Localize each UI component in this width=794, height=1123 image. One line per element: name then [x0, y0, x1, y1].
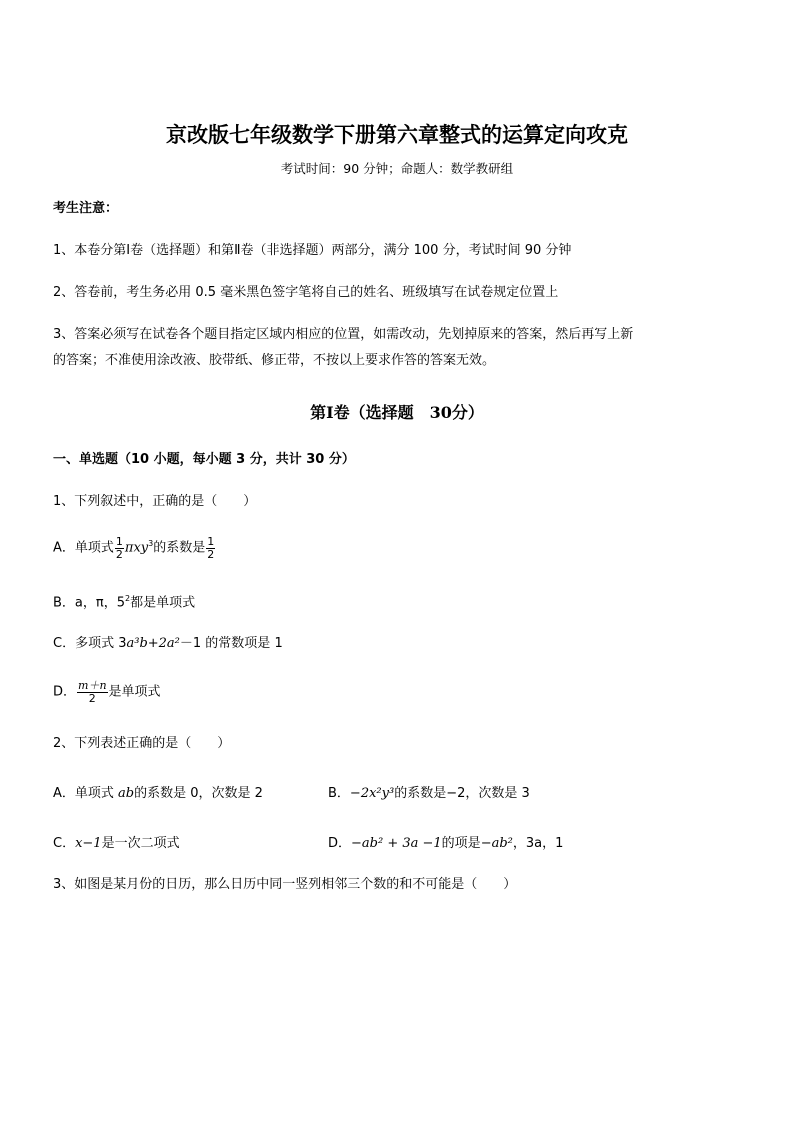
- option-a-tail: 的系数是 0，次数是 2: [134, 786, 263, 801]
- math-binomial: x−1: [75, 836, 102, 851]
- question-3-stem: 3、如图是某月份的日历，那么日历中同一竖列相邻三个数的和不可能是（ ）: [53, 877, 517, 892]
- option-c-prefix: C．多项式 3: [53, 636, 127, 651]
- question-2-stem: 2、下列表述正确的是（ ）: [53, 736, 231, 751]
- option-b-tail: 的系数是−2，次数是 3: [394, 786, 530, 801]
- option-b-tail: 都是单项式: [130, 595, 196, 611]
- page-title: 京改版七年级数学下册第六章整式的运算定向攻克: [166, 122, 628, 147]
- math-monomial: πxy: [124, 540, 149, 556]
- fraction-denominator: 2: [115, 547, 123, 561]
- math-term: −ab²: [480, 836, 513, 851]
- option-d-prefix: D．: [53, 684, 77, 700]
- math-polynomial: −ab² + 3a −1: [351, 836, 442, 851]
- exam-info: 考试时间：90 分钟；命题人：数学教研组: [280, 161, 514, 176]
- question-1-option-a: [53, 536, 216, 560]
- option-b-prefix: B．: [328, 786, 350, 801]
- fraction-expression: [77, 680, 108, 704]
- option-a-text: A．单项式: [53, 786, 114, 801]
- fraction-answer: [206, 536, 215, 560]
- option-d-tail: ，3a，1: [512, 836, 564, 851]
- section-title: 第Ⅰ卷（选择题 30分）: [310, 403, 484, 422]
- math-polynomial: a³b+2a²: [126, 636, 180, 651]
- option-d-tail: 是单项式: [108, 684, 161, 700]
- option-a-mid: 的系数是: [153, 540, 206, 556]
- question-2-option-c: [53, 836, 180, 852]
- fraction-half: [115, 536, 124, 560]
- math-monomial: −2x²y³: [349, 786, 395, 801]
- part-heading: 一、单选题（10 小题，每小题 3 分，共计 30 分）: [53, 452, 355, 467]
- notice-item-2: 2、答卷前，考生务必用 0.5 毫米黑色签字笔将自己的姓名、班级填写在试卷规定位置上: [53, 285, 559, 300]
- option-a-prefix: A．单项式: [53, 540, 114, 556]
- option-c-prefix: C．: [53, 836, 76, 851]
- fraction-denominator: 2: [207, 547, 215, 561]
- notice-item-1: 1、本卷分第Ⅰ卷（选择题）和第Ⅱ卷（非选择题）两部分，满分 100 分，考试时间 90 分钟: [53, 243, 572, 258]
- exponent: 3: [148, 539, 154, 549]
- notice-heading: 考生注意：: [53, 201, 119, 216]
- option-d-prefix: D．: [328, 836, 352, 851]
- question-2-option-a: [53, 786, 263, 802]
- fraction-denominator: 2: [88, 691, 96, 705]
- question-1-option-c: [53, 636, 283, 652]
- question-1-option-d: [53, 680, 161, 704]
- fraction-numerator: 1: [115, 535, 123, 548]
- notice-item-3-cont: 的答案；不准使用涂改液、胶带纸、修正带，不按以上要求作答的答案无效。: [53, 353, 496, 368]
- question-1-option-b: [53, 594, 195, 611]
- fraction-numerator: m＋n: [78, 679, 107, 692]
- notice-item-3: 3、答案必须写在试卷各个题目指定区域内相应的位置，如需改动，先划掉原来的答案，然后再写上新: [53, 327, 634, 342]
- math-monomial: ab: [118, 786, 135, 801]
- option-c-tail: －1 的常数项是 1: [179, 636, 283, 651]
- question-1-stem: 1、下列叙述中，正确的是（ ）: [53, 494, 257, 509]
- option-d-mid: 的项是: [441, 836, 481, 851]
- option-b-text: B．a，π，5: [53, 595, 125, 611]
- option-c-tail: 是一次二项式: [101, 836, 180, 851]
- question-2-option-d: [328, 836, 563, 852]
- fraction-numerator: 1: [207, 535, 215, 548]
- exponent: 2: [124, 594, 131, 603]
- question-2-option-b: [328, 786, 530, 802]
